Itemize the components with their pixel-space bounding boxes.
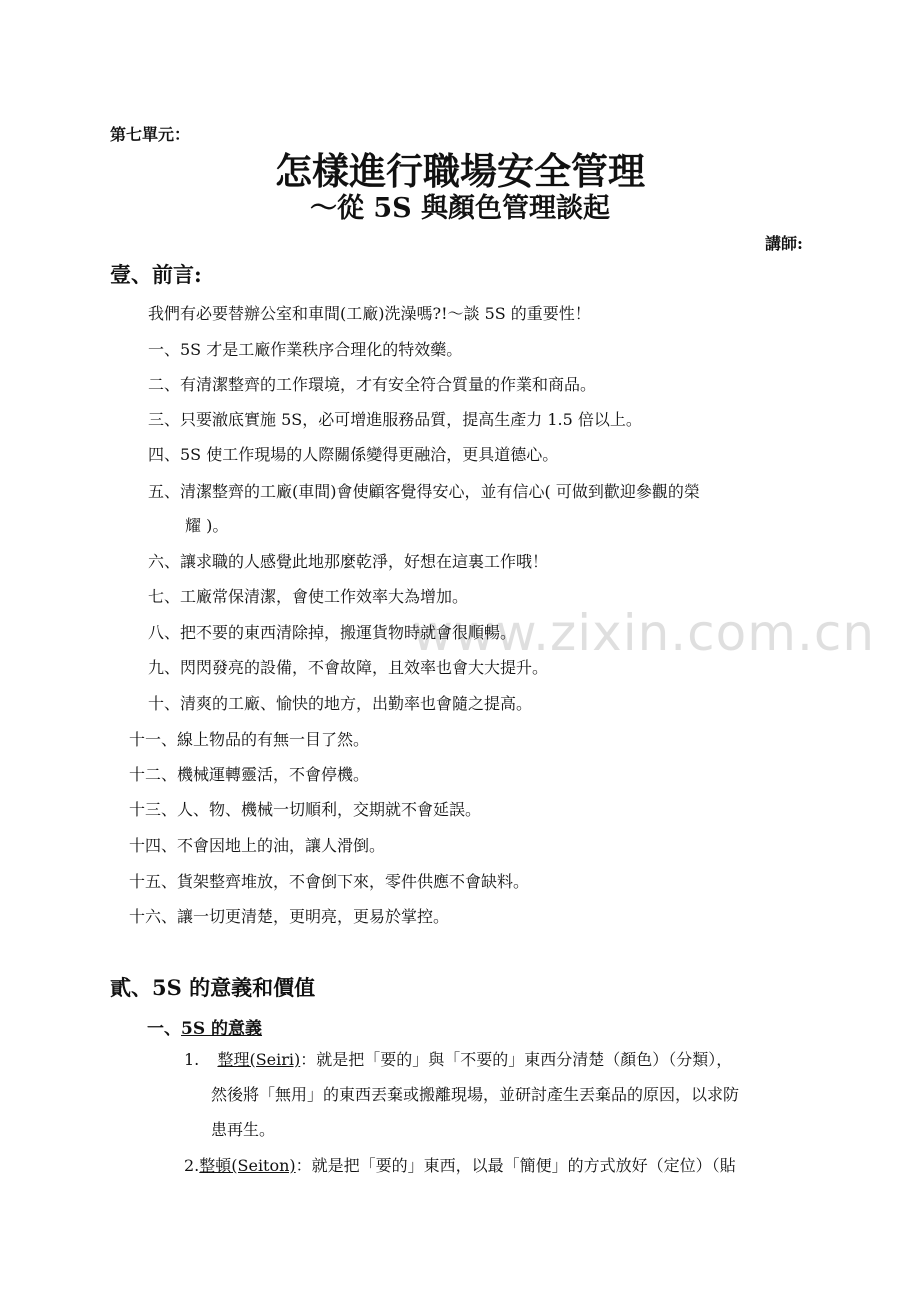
subsection-heading [147,1014,262,1039]
list-item: 五、清潔整齊的工廠(車間)會使顧客覺得安心，並有信心( 可做到歡迎參觀的榮 [148,482,700,501]
section-heading-meaning-value: 貳、5S 的意義和價值 [110,975,316,1000]
item-number: 1. [184,1050,200,1069]
list-item: 十四、不會因地上的油，讓人滑倒。 [129,836,386,855]
section-heading-preface: 壹、前言: [110,262,202,287]
definition-text: ：就是把「要的」與「不要的」東西分清楚（顏色）（分類）， [300,1050,733,1069]
list-item: 九、閃閃發亮的設備，不會故障，且效率也會大大提升。 [148,658,549,677]
subsection-prefix: 一、 [147,1019,181,1039]
watermark: www.zixin.com.cn [412,604,876,662]
definition-text: ：就是把「要的」東西，以最「簡便」的方式放好（定位）（貼 [295,1156,736,1175]
list-item: 二、有清潔整齊的工作環境，才有安全符合質量的作業和商品。 [148,375,597,394]
unit-label: 第七單元： [110,125,191,144]
term-seiri: 整理(Seiri) [217,1050,301,1069]
list-item: 八、把不要的東西清除掉，搬運貨物時就會很順暢。 [148,623,517,642]
list-item: 十、清爽的工廠、愉快的地方，出勤率也會隨之提高。 [148,694,533,713]
definition-item-seiri [184,1047,732,1070]
list-item: 十一、線上物品的有無一目了然。 [129,730,370,749]
definition-continuation: 患再生。 [211,1120,276,1139]
list-item-continuation: 耀 )。 [185,516,229,535]
subsection-title: 5S 的意義 [181,1019,263,1039]
item-number: 2. [184,1156,200,1175]
list-item: 十六、讓一切更清楚，更明亮，更易於掌控。 [129,907,450,926]
list-item: 三、只要澈底實施 5S，必可增進服務品質，提高生產力 1.5 倍以上。 [148,410,642,429]
term-seiton: 整頓(Seiton) [199,1156,296,1175]
list-item: 十五、貨架整齊堆放，不會倒下來，零件供應不會缺料。 [129,872,530,891]
list-item: 十二、機械運轉靈活，不會停機。 [129,765,370,784]
list-item: 七、工廠常保清潔，會使工作效率大為增加。 [148,587,469,606]
lecturer-label: 講師: [765,234,803,253]
list-item: 十三、人、物、機械一切順利，交期就不會延誤。 [129,800,482,819]
definition-continuation: 然後將「無用」的東西丟棄或搬離現場，並研討產生丟棄品的原因，以求防 [211,1085,740,1104]
page-title: 怎樣進行職場安全管理 [275,149,645,193]
list-item: 四、5S 使工作現場的人際關係變得更融洽，更具道德心。 [148,445,559,464]
list-item: 一、5S 才是工廠作業秩序合理化的特效藥。 [148,340,463,359]
page-subtitle: ～從 5S 與顏色管理談起 [309,193,611,224]
intro-line: 我們有必要替辦公室和車間(工廠)洗澡嗎?!～談 5S 的重要性！ [148,304,591,323]
list-item: 六、讓求職的人感覺此地那麼乾淨，好想在這裏工作哦！ [148,552,549,571]
definition-item-seiton [184,1153,736,1176]
